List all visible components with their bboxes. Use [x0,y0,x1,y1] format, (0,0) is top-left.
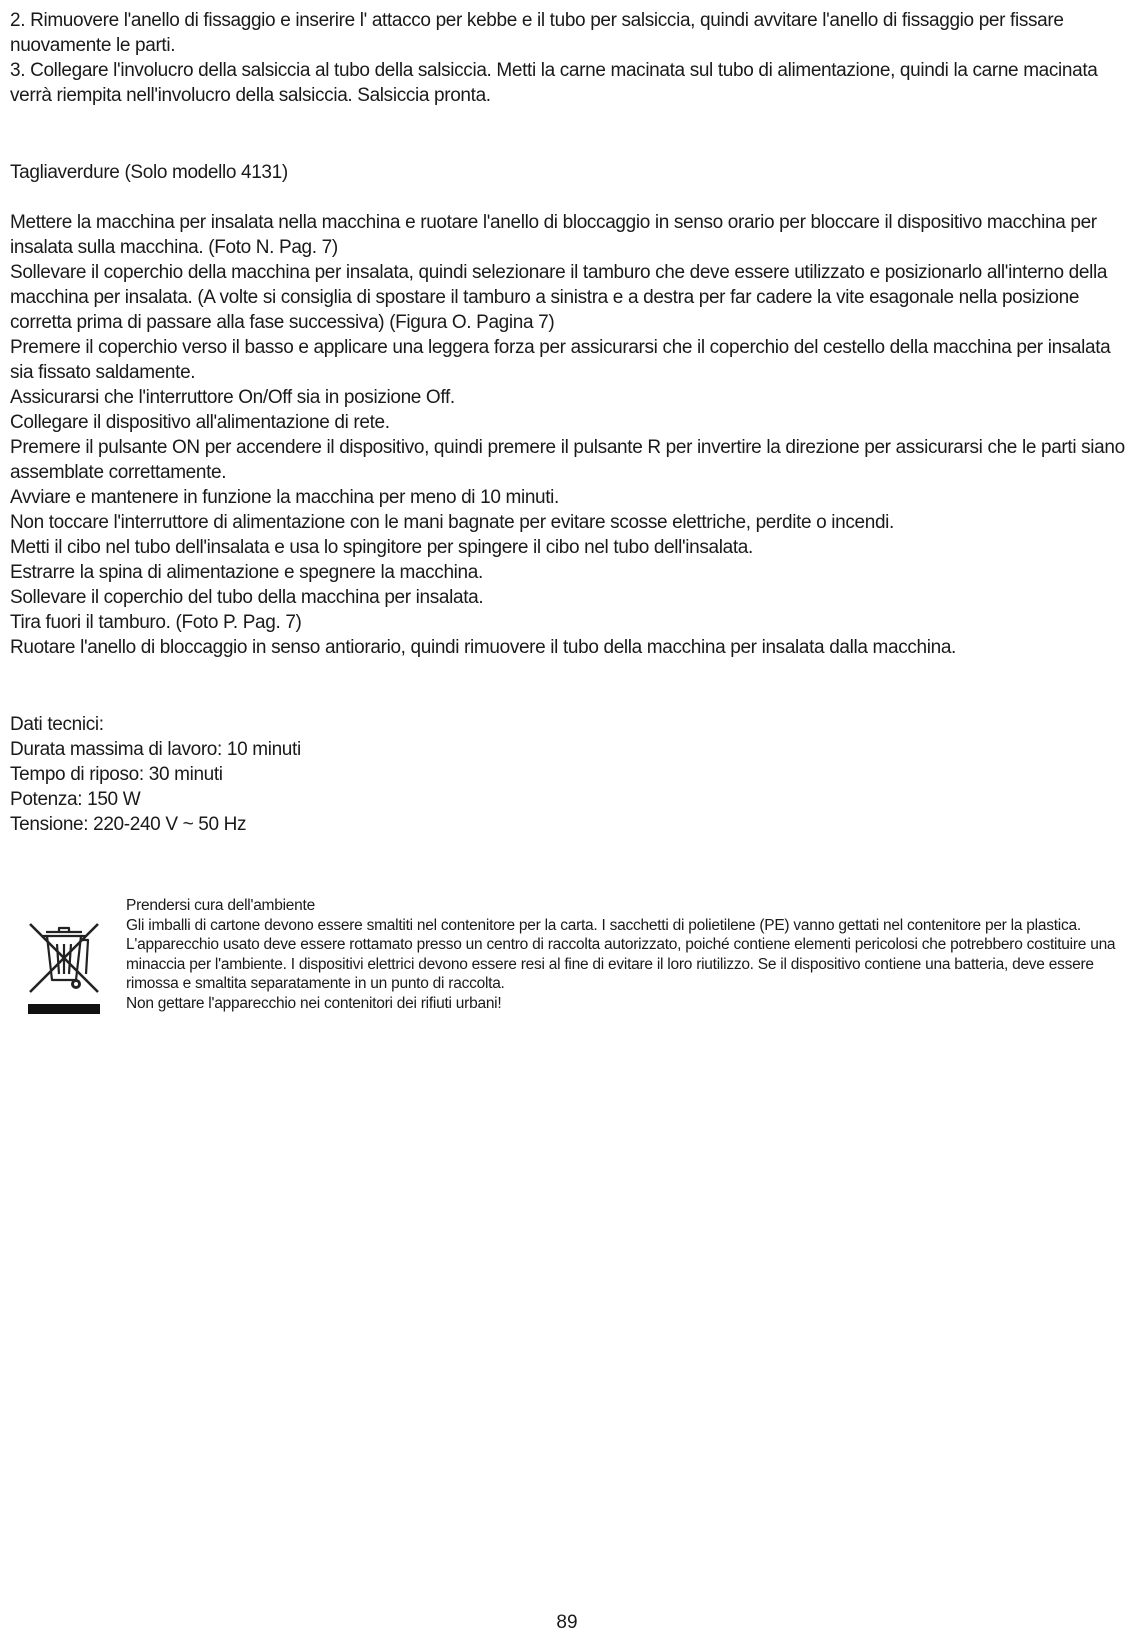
environment-notice [26,896,1126,1016]
environment-title: Prendersi cura dell'ambiente [126,897,315,914]
technical-data-line: Tempo di riposo: 30 minuti [10,764,223,785]
technical-data-line: Durata massima di lavoro: 10 minuti [10,739,301,760]
instruction-line: Ruotare l'anello di bloccaggio in senso antiorario, quindi rimuovere il tubo della macchina per insalata dalla macchina. [10,637,956,658]
crossed-out-wheelie-bin-icon [26,918,102,1022]
instruction-line: Avviare e mantenere in funzione la macchina per meno di 10 minuti. [10,487,559,508]
instruction-line: Sollevare il coperchio del tubo della macchina per insalata. [10,587,484,608]
environment-warning: Non gettare l'apparecchio nei contenitori dei rifiuti urbani! [126,994,502,1012]
instruction-line: Metti il cibo nel tubo dell'insalata e usa lo spingitore per spingere il cibo nel tubo dell'insalata. [10,537,753,558]
instruction-line: Estrarre la spina di alimentazione e spegnere la macchina. [10,562,483,583]
instruction-line: Tira fuori il tamburo. (Foto P. Pag. 7) [10,612,302,633]
sausage-step-2: 2. Rimuovere l'anello di fissaggio e inserire l' attacco per kebbe e il tubo per salsiccia, quindi avvitare l'anello di fissaggio per fissare nuovamente le parti. [10,10,1064,56]
environment-body: Gli imballi di cartone devono essere smaltiti nel contenitore per la carta. I sacchetti di polietilene (PE) vanno gettati nel contenitore per la plastica. L'apparecchio usato deve essere rottamato presso un centro di raccolta autorizzato, poiché contiene elementi pericolosi che potrebbero costituire una minaccia per l'ambiente. I dispositivi elettrici devono essere resi al fine di evitare il loro riutilizzo. Se il dispositivo contiene una batteria, deve essere rimossa e smaltita separatamente in un punto di raccolta. [126,916,1116,992]
technical-data [10,712,1125,837]
instruction-line: Collegare il dispositivo all'alimentazione di rete. [10,412,390,433]
sausage-step-3: 3. Collegare l'involucro della salsiccia al tubo della salsiccia. Metti la carne macinata sul tubo di alimentazione, quindi la carne macinata verrà riempita nell'involucro della salsiccia. Salsiccia pronta. [10,60,1098,106]
instruction-line: Premere il pulsante ON per accendere il dispositivo, quindi premere il pulsante R per invertire la direzione per assicurarsi che le parti siano assemblate correttamente. [10,437,1125,483]
environment-text [126,896,1116,1013]
sausage-instructions [10,8,1125,108]
page-number: 89 [556,1612,578,1633]
vegetable-cutter-instructions [10,210,1125,660]
instruction-line: Assicurarsi che l'interruttore On/Off sia in posizione Off. [10,387,455,408]
instruction-line: Mettere la macchina per insalata nella macchina e ruotare l'anello di bloccaggio in senso orario per bloccare il dispositivo macchina per insalata sulla macchina. (Foto N. Pag. 7) [10,212,1097,258]
vegetable-cutter-heading [10,160,1125,185]
instruction-line: Sollevare il coperchio della macchina per insalata, quindi selezionare il tamburo che deve essere utilizzato e posizionarlo all'interno della macchina per insalata. (A volte si consiglia di spostare il tamburo a sinistra e a destra per far cadere la vite esagonale nella posizione corretta prima di passare alla fase successiva) (Figura O. Pagina 7) [10,262,1108,333]
section-title: Tagliaverdure (Solo modello 4131) [10,162,288,183]
instruction-line: Non toccare l'interruttore di alimentazione con le mani bagnate per evitare scosse elettriche, perdite o incendi. [10,512,894,533]
instruction-line: Premere il coperchio verso il basso e applicare una leggera forza per assicurarsi che il coperchio del cestello della macchina per insalata sia fissato saldamente. [10,337,1111,383]
technical-data-title: Dati tecnici: [10,714,104,735]
technical-data-line: Tensione: 220-240 V ~ 50 Hz [10,814,247,835]
technical-data-line: Potenza: 150 W [10,789,141,810]
